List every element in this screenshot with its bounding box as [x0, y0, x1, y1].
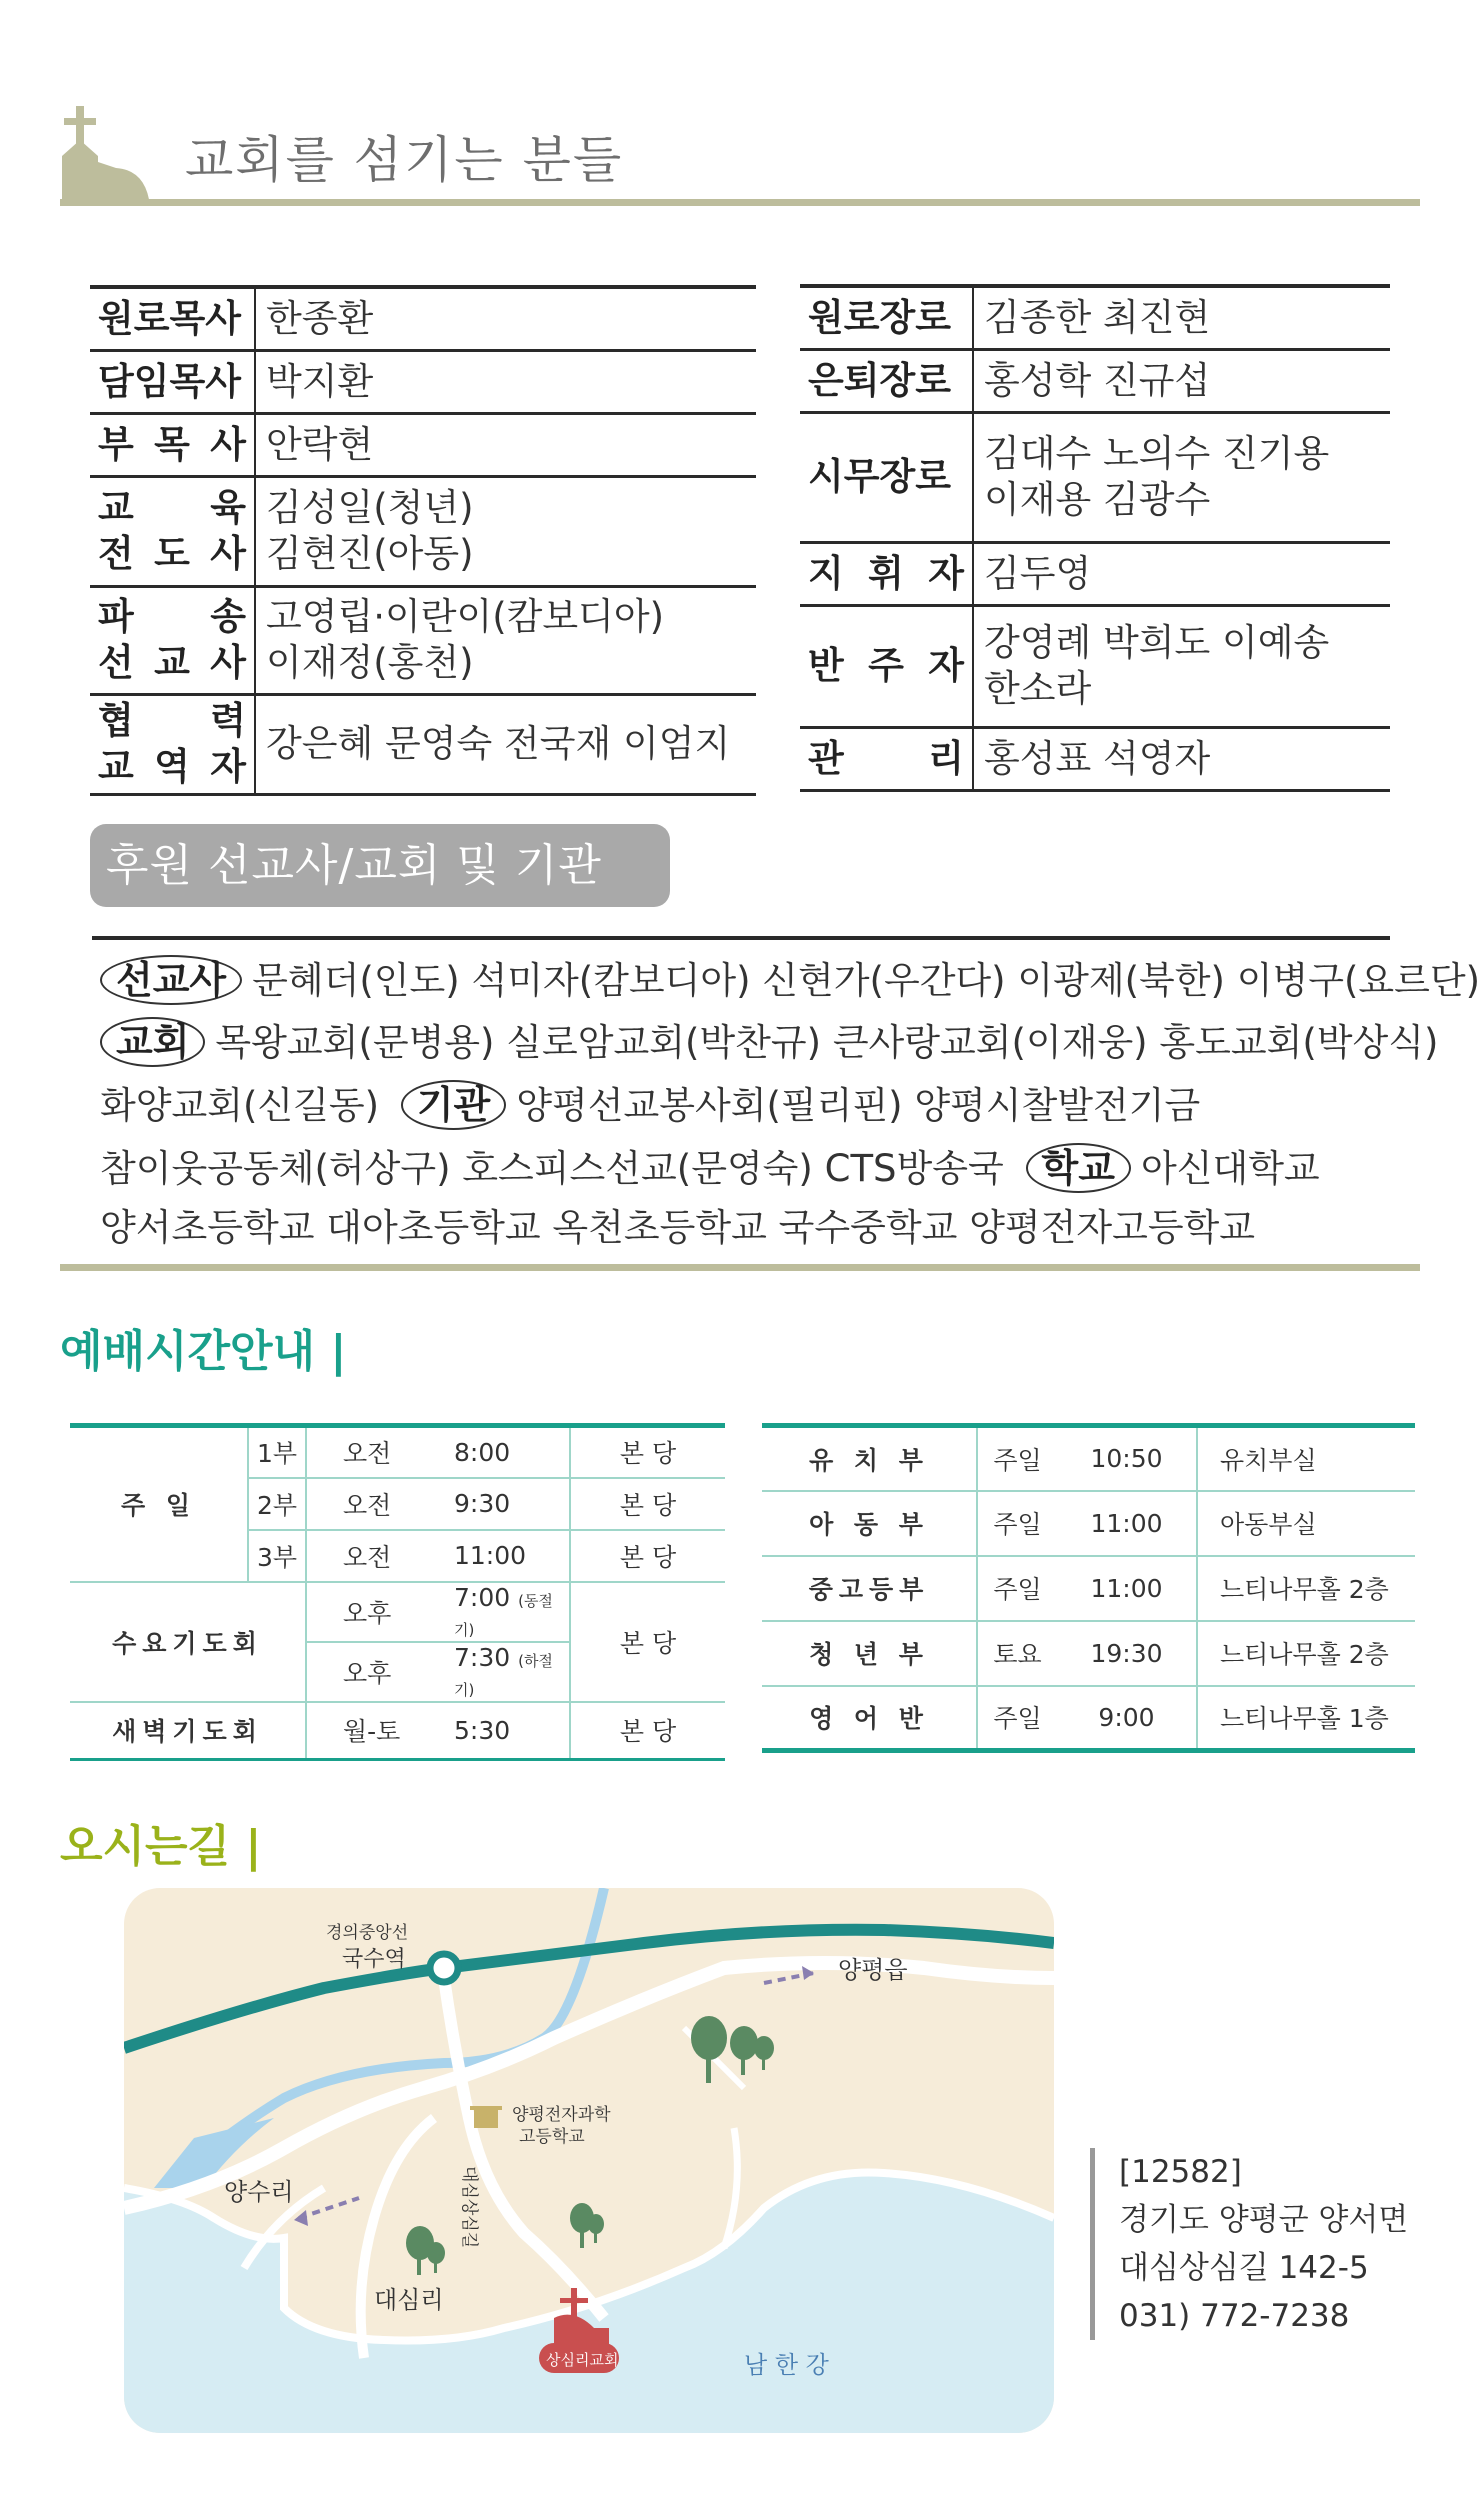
badge-school: 학교: [1026, 1143, 1131, 1193]
map-label-station: 국수역: [342, 1947, 406, 1972]
map-label-river: 남 한 강: [744, 2351, 829, 2379]
service-part: 3부: [248, 1530, 306, 1582]
service-place: 본 당: [570, 1582, 725, 1702]
table-row: [70, 1426, 725, 1478]
dept-time: 11:00: [1057, 1491, 1197, 1556]
staff-names: 강영례 박희도 이예송 한소라: [973, 605, 1390, 727]
support-text: 화양교회(신길동): [100, 1084, 380, 1127]
support-line-missionaries: [100, 955, 1480, 1006]
service-part: 1부: [248, 1426, 306, 1478]
service-time: 9:30: [450, 1478, 570, 1530]
staff-row: [90, 413, 756, 476]
staff-row: [90, 350, 756, 413]
support-divider: [92, 936, 1390, 940]
address-block: [1090, 2148, 1408, 2340]
service-ampm: 오후: [306, 1582, 450, 1642]
staff-table-left: [90, 285, 756, 796]
staff-row: [800, 727, 1390, 790]
map-label-line: 경의중앙선: [326, 1923, 409, 1943]
service-label: 새벽기도회: [70, 1702, 306, 1760]
service-ampm: 오후: [306, 1642, 450, 1702]
staff-names: 김두영: [973, 542, 1390, 605]
support-text: 문혜더(인도) 석미자(캄보디아) 신현가(우간다) 이광제(북한) 이병구(요르단): [252, 959, 1481, 1002]
staff-row: [90, 476, 756, 586]
service-place: 본 당: [570, 1530, 725, 1582]
dept-time: 11:00: [1057, 1556, 1197, 1621]
service-time: 7:00: [454, 1582, 511, 1612]
postal-code: [12582]: [1119, 2154, 1242, 2190]
service-ampm: 오전: [306, 1426, 450, 1478]
support-text: 양평선교봉사회(필리핀) 양평시찰발전기금: [516, 1084, 1201, 1127]
service-place: 본 당: [570, 1702, 725, 1760]
support-line-institutions: [100, 1080, 1200, 1131]
dept-name: 유 치 부: [762, 1426, 977, 1491]
church-cross-icon: [58, 106, 166, 206]
location-map: [124, 1888, 1054, 2433]
staff-row: [800, 412, 1390, 542]
staff-role: 파 송 선 교 사: [90, 586, 255, 694]
support-text: 목왕교회(문병용) 실로암교회(박찬규) 큰사랑교회(이재웅) 홍도교회(박상식): [215, 1021, 1439, 1064]
dept-name: 중고등부: [762, 1556, 977, 1621]
dept-time: 19:30: [1057, 1621, 1197, 1686]
department-table: [762, 1423, 1415, 1753]
support-line-schools-2: 양서초등학교 대아초등학교 옥천초등학교 국수중학교 양평전자고등학교: [100, 1206, 1256, 1249]
service-season-note: (동절기): [454, 1591, 553, 1639]
dept-time: 9:00: [1057, 1686, 1197, 1751]
dept-place: 아동부실: [1197, 1491, 1415, 1556]
map-label-church: 상심리교회: [546, 2351, 619, 2369]
dept-day: 주일: [977, 1686, 1057, 1751]
map-label-village: 양수리: [224, 2178, 294, 2206]
service-label: 수요기도회: [70, 1582, 306, 1702]
address-line: 경기도 양평군 양서면: [1119, 2202, 1409, 2238]
support-text: 아신대학교: [1140, 1147, 1320, 1190]
dept-name: 아 동 부: [762, 1491, 977, 1556]
staff-names: 안락현: [255, 413, 756, 476]
support-text: 참이웃공동체(허상구) 호스피스선교(문영숙) CTS방송국: [100, 1147, 1004, 1190]
table-row: [762, 1621, 1415, 1686]
staff-role: 관 리: [800, 727, 973, 790]
staff-names: 김종한 최진현: [973, 286, 1390, 349]
staff-table-right: [800, 284, 1390, 792]
staff-role: 은퇴장로: [800, 349, 973, 412]
service-ampm: 오전: [306, 1530, 450, 1582]
staff-names: 홍성학 진규섭: [973, 349, 1390, 412]
staff-names: 김대수 노의수 진기용 이재용 김광수: [973, 412, 1390, 542]
service-place: 본 당: [570, 1426, 725, 1478]
badge-church: 교회: [100, 1017, 205, 1067]
staff-row: [800, 286, 1390, 349]
staff-names: 박지환: [255, 350, 756, 413]
staff-role: 원로목사: [90, 287, 255, 350]
support-line-churches: [100, 1017, 1438, 1068]
map-label-road: 대심상심길: [459, 2166, 479, 2249]
dept-day: 토요: [977, 1621, 1057, 1686]
map-label-school-2: 고등학교: [519, 2127, 585, 2147]
page-title: 교회를 섬기는 분들: [185, 131, 624, 189]
staff-role: 협 력 교 역 자: [90, 694, 255, 794]
staff-role: 담임목사: [90, 350, 255, 413]
map-label-town: 양평읍: [838, 1956, 908, 1984]
support-bottom-divider: [60, 1264, 1420, 1271]
service-time: 7:30: [454, 1642, 511, 1672]
table-row: [762, 1426, 1415, 1491]
worship-title: 예배시간안내 |: [60, 1326, 347, 1377]
staff-names: 김성일(청년) 김현진(아동): [255, 476, 756, 586]
table-row: [762, 1491, 1415, 1556]
staff-names: 한종환: [255, 287, 756, 350]
dept-place: 느티나무홀 2층: [1197, 1621, 1415, 1686]
service-ampm: 월-토: [306, 1702, 450, 1760]
school-icon: [470, 2106, 502, 2128]
staff-role: 반 주 자: [800, 605, 973, 727]
table-row: [70, 1702, 725, 1760]
station-marker: [430, 1954, 458, 1982]
header-divider: [60, 199, 1420, 206]
service-ampm: 오전: [306, 1478, 450, 1530]
dept-time: 10:50: [1057, 1426, 1197, 1491]
service-part: 2부: [248, 1478, 306, 1530]
staff-row: [90, 586, 756, 694]
map-label-village: 대심리: [374, 2286, 444, 2314]
staff-names: 강은혜 문영숙 전국재 이엄지: [255, 694, 756, 794]
staff-names: 홍성표 석영자: [973, 727, 1390, 790]
staff-row: [800, 349, 1390, 412]
dept-place: 유치부실: [1197, 1426, 1415, 1491]
staff-row: [90, 694, 756, 794]
table-row: [762, 1686, 1415, 1751]
dept-day: 주일: [977, 1556, 1057, 1621]
badge-missionary: 선교사: [100, 955, 242, 1005]
dept-name: 영 어 반: [762, 1686, 977, 1751]
phone-number: 031) 772-7238: [1119, 2298, 1350, 2334]
dept-day: 주일: [977, 1491, 1057, 1556]
table-row: [70, 1582, 725, 1642]
map-label-school-1: 양평전자과학: [512, 2105, 611, 2125]
table-row: [762, 1556, 1415, 1621]
directions-title: 오시는길 |: [60, 1821, 262, 1872]
staff-role: 교 육 전 도 사: [90, 476, 255, 586]
service-place: 본 당: [570, 1478, 725, 1530]
service-time: 11:00: [450, 1530, 570, 1582]
service-season-note: (하절기): [454, 1651, 553, 1699]
address-line: 대심상심길 142-5: [1119, 2250, 1369, 2286]
staff-role: 지 휘 자: [800, 542, 973, 605]
worship-table: [70, 1423, 725, 1761]
staff-row: [90, 287, 756, 350]
service-time: 5:30: [450, 1702, 570, 1760]
staff-role: 시무장로: [800, 412, 973, 542]
badge-institution: 기관: [401, 1080, 506, 1130]
service-label: 주 일: [70, 1426, 248, 1582]
dept-place: 느티나무홀 2층: [1197, 1556, 1415, 1621]
support-section-title: 후원 선교사/교회 및 기관: [90, 824, 670, 907]
staff-role: 원로장로: [800, 286, 973, 349]
staff-names: 고영립·이란이(캄보디아) 이재정(홍천): [255, 586, 756, 694]
staff-role: 부 목 사: [90, 413, 255, 476]
dept-place: 느티나무홀 1층: [1197, 1686, 1415, 1751]
service-time: 8:00: [450, 1426, 570, 1478]
dept-name: 청 년 부: [762, 1621, 977, 1686]
staff-row: [800, 605, 1390, 727]
dept-day: 주일: [977, 1426, 1057, 1491]
staff-row: [800, 542, 1390, 605]
support-line-schools: [100, 1143, 1320, 1194]
